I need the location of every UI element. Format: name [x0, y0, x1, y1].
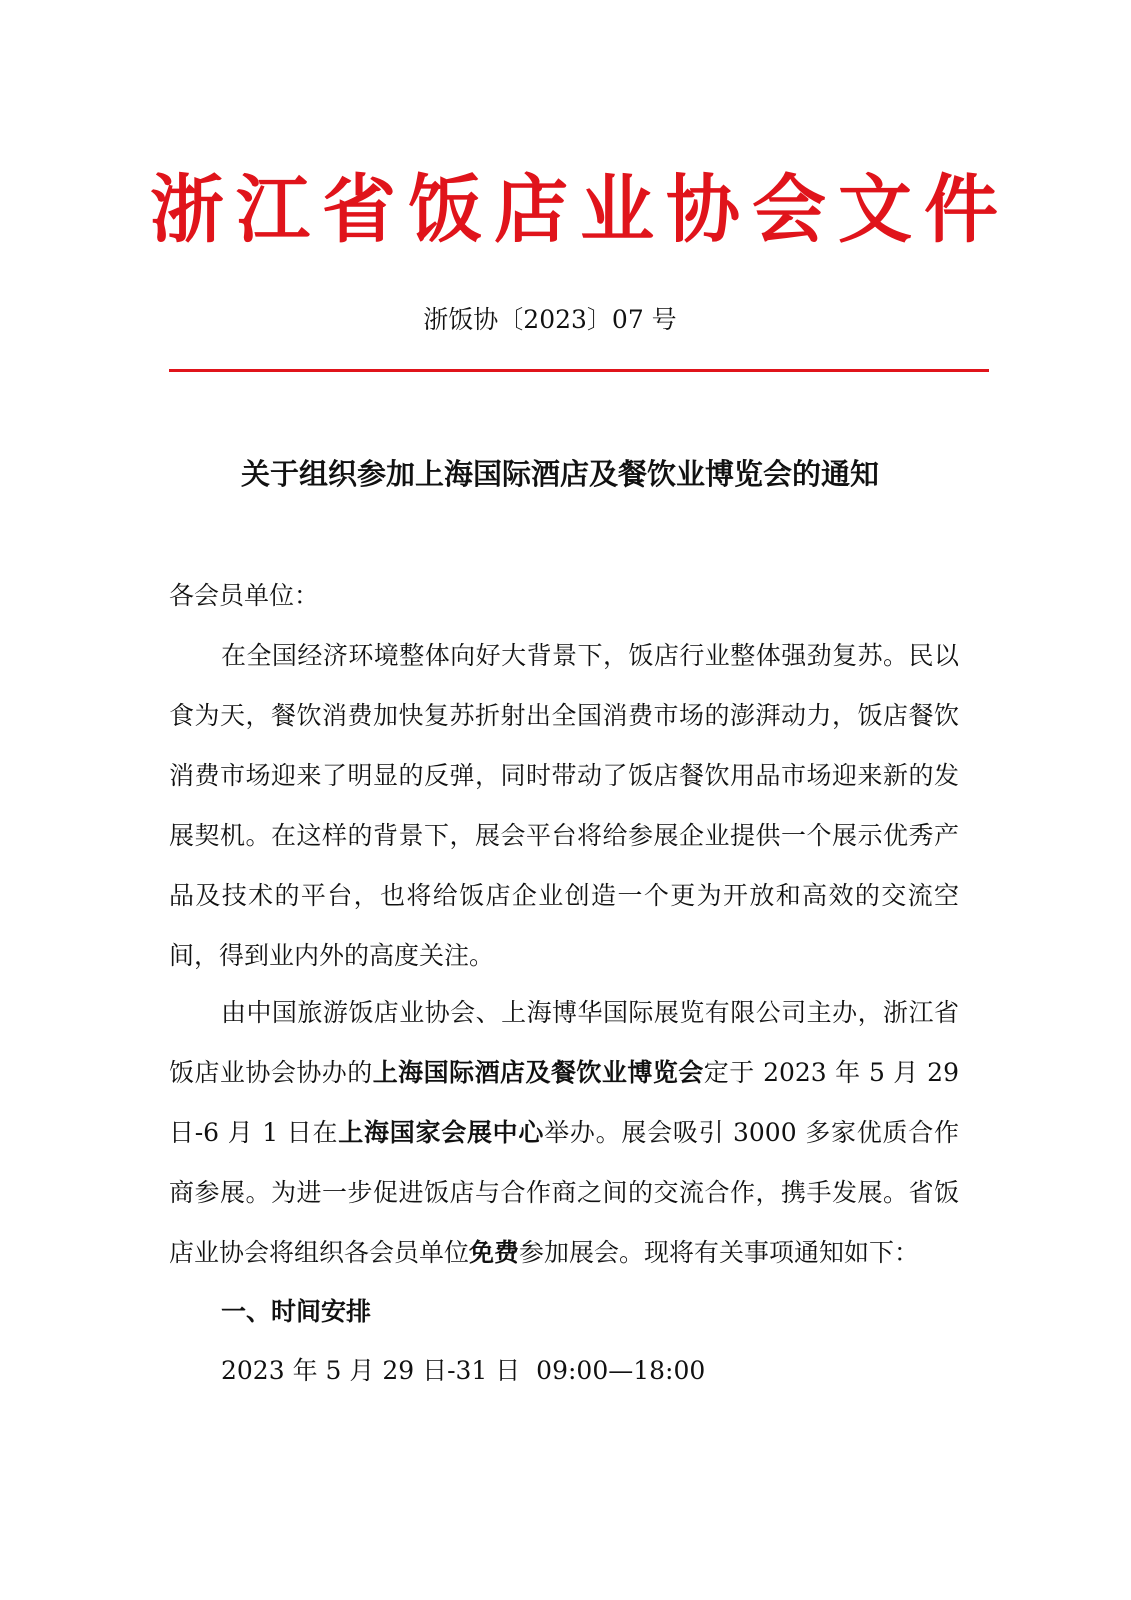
- org-header-title: 浙江省饭店业协会文件: [150, 167, 1010, 253]
- venue-name-bold: 上海国家会展中心: [338, 1118, 545, 1147]
- paragraph-2-text: [169, 983, 959, 1283]
- schedule-time: 2023 年 5 月 29 日-31 日 09:00—18:00: [221, 1356, 706, 1385]
- paragraph-2-part2: 定于 2023 年 5 月 29 日-6 月 1 日在: [169, 1058, 959, 1147]
- red-divider-line: [169, 369, 989, 372]
- salutation: 各会员单位：: [169, 581, 320, 610]
- paragraph-2: [169, 983, 959, 1283]
- paragraph-2-part3: 举办。展会吸引 3000 多家优质合作商参展。为进一步促进饭店与合作商之间的交流合作，携手发展。省饭店业协会将组织各会员单位: [169, 1118, 959, 1267]
- paragraph-1-text: 在全国经济环境整体向好大背景下，饭店行业整体强劲复苏。民以食为天，餐饮消费加快复苏折射出全国消费市场的澎湃动力，饭店餐饮消费市场迎来了明显的反弹，同时带动了饭店餐饮用品市场迎来新的发展契机。在这样的背景下，展会平台将给参展企业提供一个展示优秀产品及技术的平台，也将给饭店企业创造一个更为开放和高效的交流空间，得到业内外的高度关注。: [169, 641, 959, 970]
- paragraph-2-part1: 由中国旅游饭店业协会、上海博华国际展览有限公司主办，浙江省饭店业协会协办的: [169, 998, 959, 1087]
- section-heading-schedule: 一、时间安排: [221, 1297, 372, 1326]
- expo-name-bold: 上海国际酒店及餐饮业博览会: [372, 1058, 704, 1087]
- free-bold: 免费: [469, 1238, 520, 1267]
- paragraph-1: [169, 626, 959, 986]
- document-number: 浙饭协〔2023〕07 号: [423, 305, 677, 334]
- notice-title: 关于组织参加上海国际酒店及餐饮业博览会的通知: [240, 457, 879, 491]
- paragraph-2-part4: 参加展会。现将有关事项通知如下：: [519, 1238, 920, 1267]
